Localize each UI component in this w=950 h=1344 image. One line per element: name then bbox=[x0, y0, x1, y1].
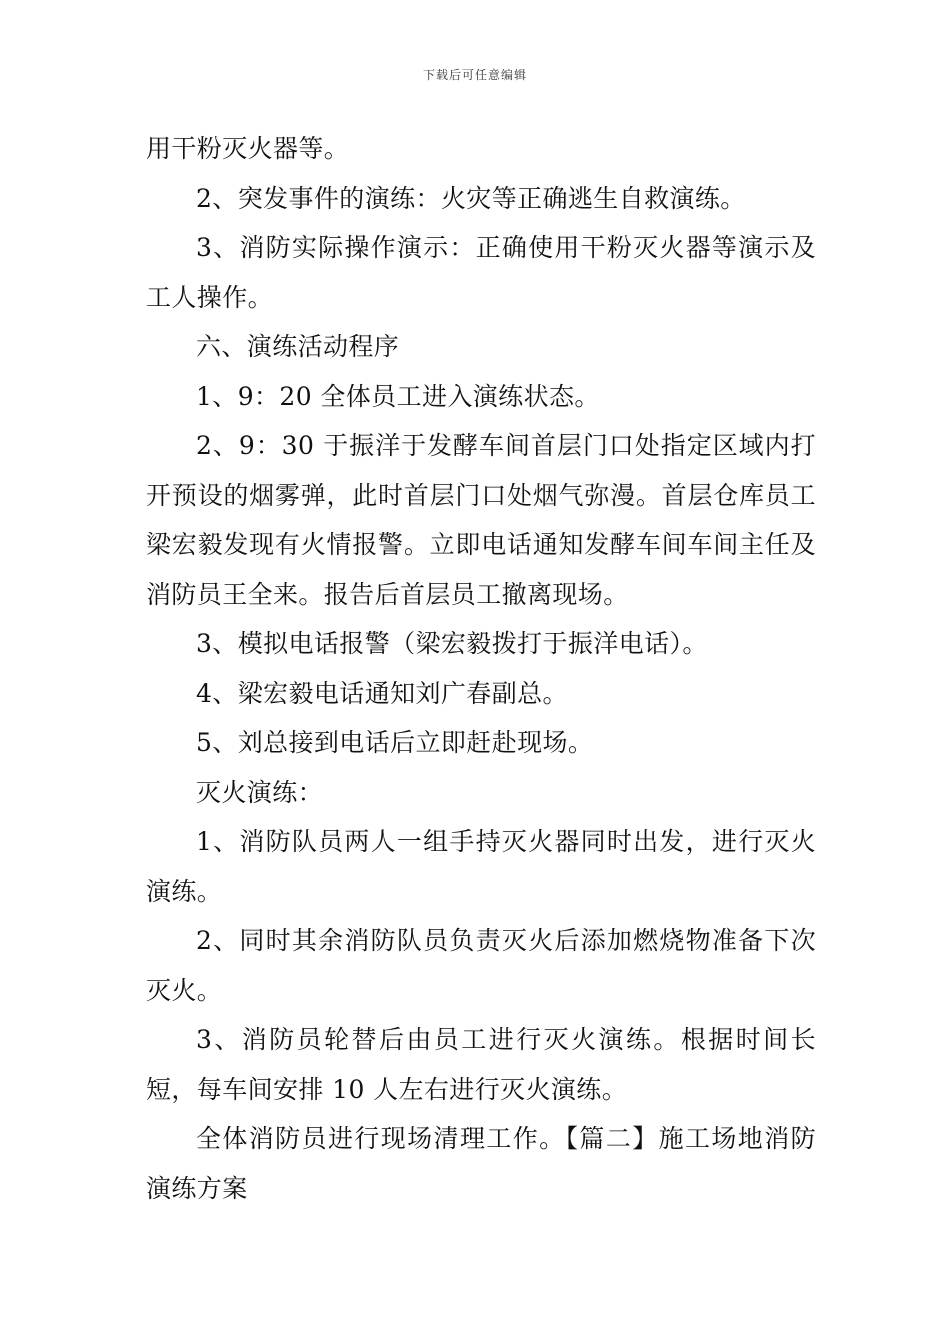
subsection-heading: 灭火演练： bbox=[196, 777, 324, 807]
paragraph-item: 2、突发事件的演练：火灾等正确逃生自救演练。 bbox=[196, 183, 746, 213]
paragraph-item: 2、9：30 于振洋于发酵车间首层门口处指定区域内打开预设的烟雾弹，此时首层门口处烟气弥漫。首层仓库员工梁宏毅发现有火情报警。立即电话通知发酵车间车间主任及消防员王全来。报告后首层员工撤离现场。 bbox=[146, 431, 816, 609]
paragraph-item: 1、消防队员两人一组手持灭火器同时出发，进行灭火演练。 bbox=[146, 827, 816, 906]
paragraph-item: 全体消防员进行现场清理工作。【篇二】施工场地消防演练方案 bbox=[146, 1124, 816, 1203]
paragraph-item: 3、消防员轮替后由员工进行灭火演练。根据时间长短，每车间安排 10 人左右进行灭火演练。 bbox=[146, 1025, 816, 1104]
paragraph-item: 5、刘总接到电话后立即赶赴现场。 bbox=[196, 728, 594, 757]
paragraph-item: 3、消防实际操作演示：正确使用干粉灭火器等演示及工人操作。 bbox=[146, 233, 816, 312]
paragraph-item: 3、模拟电话报警（梁宏毅拨打于振洋电话）。 bbox=[196, 629, 708, 658]
paragraph-continuation: 用干粉灭火器等。 bbox=[146, 134, 350, 163]
document-body bbox=[146, 124, 816, 1213]
paragraph-item: 1、9：20 全体员工进入演练状态。 bbox=[196, 381, 600, 411]
paragraph-item: 2、同时其余消防队员负责灭火后添加燃烧物准备下次灭火。 bbox=[146, 926, 816, 1005]
section-heading: 六、演练活动程序 bbox=[196, 332, 400, 361]
page-header: 下载后可任意编辑 bbox=[422, 68, 527, 82]
paragraph-item: 4、梁宏毅电话通知刘广春副总。 bbox=[196, 678, 568, 708]
